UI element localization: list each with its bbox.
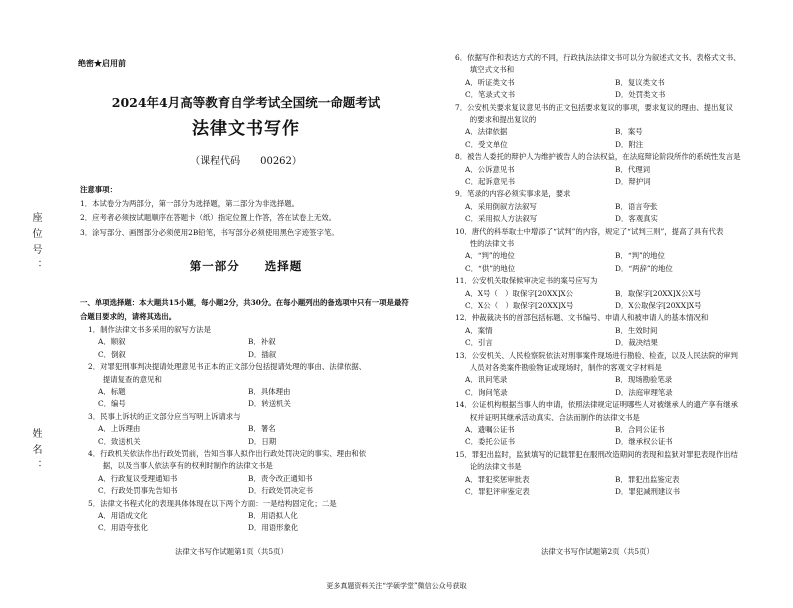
answer-option: D．插叙: [248, 349, 277, 359]
answer-option: A．顺叙: [98, 337, 126, 347]
question-block: [455, 102, 775, 152]
question-block: [88, 361, 408, 411]
option-row: [455, 424, 775, 436]
answer-option: C．起诉意见书: [465, 176, 515, 186]
page-footer-right: 法律文书写作试题第2页（共5页）: [541, 547, 654, 556]
seat-number-label: 座位号：: [30, 212, 41, 276]
question-stem: 论的法律文书是: [455, 462, 522, 472]
question-stem: 13．公安机关、人民检察院依法对刑事案件现场进行勘验、检查，以及人民法院的审判: [455, 350, 738, 360]
notice-item: 1．本试卷分为两部分，第一部分为选择题，第二部分为非选择题。: [80, 199, 300, 209]
answer-option: A．采用倒叙方法叙写: [465, 201, 537, 211]
option-row: [455, 436, 775, 448]
option-row: [455, 387, 775, 399]
option-row: [455, 325, 775, 337]
answer-option: B．生效时间: [615, 325, 658, 335]
answer-option: A．罪犯奖惩审批表: [465, 474, 530, 484]
answer-option: C．引言: [465, 338, 493, 348]
answer-option: B．“判”的地位: [615, 251, 665, 261]
option-row: [88, 485, 408, 497]
question-stem: 11．公安机关取保候审决定书的案号应写为: [455, 276, 598, 286]
answer-option: D．X公取保字[20XX]X号: [615, 300, 702, 310]
confidential-mark: 绝密★启用前: [78, 58, 126, 68]
question-stem: 4．行政机关依法作出行政处罚前，告知当事人拟作出行政处罚决定的事实、理由和依: [88, 448, 367, 458]
answer-option: B．代理词: [615, 164, 650, 174]
question-block: [455, 350, 775, 400]
option-row: [455, 213, 775, 225]
option-row: [88, 436, 408, 448]
exam-title: 2024年4月高等教育自学考试全国统一命题考试: [111, 95, 381, 110]
option-row: [455, 139, 775, 151]
exam-notice: [80, 183, 339, 240]
answer-option: B．案号: [615, 127, 643, 137]
question-stem: 提请复查的意见和: [88, 374, 162, 384]
question-stem: 3．民事上诉状的正文部分应当写明上诉请求与: [88, 411, 241, 421]
option-row: [88, 336, 408, 348]
option-row: [88, 510, 408, 522]
answer-option: C．笔录式文书: [465, 90, 515, 100]
left-question-column: [88, 324, 408, 535]
answer-option: B．复议类文书: [615, 77, 665, 87]
option-row: [455, 126, 775, 138]
option-row: [88, 386, 408, 398]
answer-option: A．标题: [98, 387, 126, 396]
question-stem: 性的法律文书: [455, 238, 515, 248]
question-block: [455, 188, 775, 225]
question-stem: 12．仲裁裁决书的首部包括标题、文书编号、申请人和被申请人的基本情况和: [455, 313, 709, 323]
answer-option: C．委托公证书: [465, 437, 515, 447]
question-stem: 的要求和提出复议的: [455, 115, 537, 124]
question-stem: 7．公安机关要求复议意见书的正文包括要求复议的事项，要求复议的理由、提出复议: [455, 102, 734, 112]
answer-option: C．采用拟人方法叙写: [465, 214, 538, 224]
option-row: [88, 398, 408, 410]
answer-option: B．取保字[20XX]X公X号: [615, 288, 701, 298]
question-stem: 1．制作法律文书多采用的叙写方法是: [88, 325, 211, 334]
answer-option: A．用语成文化: [98, 510, 148, 520]
question-block: [88, 411, 408, 448]
notice-heading: 注意事项：: [80, 185, 117, 194]
page-footer-left: 法律文书写作试题第1页（共5页）: [175, 547, 288, 556]
answer-option: B．具体理由: [248, 387, 291, 396]
question-stem: 5．法律文书程式化的表现具体体现在以下两个方面：一是结构固定化；二是: [88, 498, 337, 508]
option-row: [88, 423, 408, 435]
right-question-column: [455, 52, 775, 498]
answer-option: D．法庭审理笔录: [615, 387, 673, 397]
option-row: [455, 300, 775, 312]
option-row: [455, 250, 775, 262]
course-code: （课程代码 00262）: [190, 156, 302, 167]
answer-option: A．上诉理由: [98, 424, 141, 434]
answer-option: D．转送机关: [248, 399, 291, 409]
question-block: [88, 498, 408, 535]
question-block: [88, 324, 408, 361]
answer-option: A．案情: [465, 325, 493, 335]
answer-option: C．倒叙: [98, 349, 126, 359]
question-block: [455, 151, 775, 188]
answer-option: A．听证类文书: [465, 77, 515, 87]
question-block: [455, 399, 775, 449]
answer-option: C．编号: [98, 399, 126, 409]
option-row: [455, 176, 775, 188]
question-stem: 8．被告人委托的辩护人为维护被告人的合法权益，在法庭辩论阶段所作的系统性发言是: [455, 152, 741, 162]
question-stem: 据，以及当事人依法享有的权利时制作的法律文书是: [88, 461, 273, 471]
answer-option: B．现场勘验笔录: [615, 375, 673, 385]
option-row: [455, 263, 775, 275]
answer-option: A．公诉意见书: [465, 164, 515, 174]
answer-option: B．合同公证书: [615, 424, 665, 434]
question-block: [455, 52, 775, 102]
question-stem: 15．罪犯出监时，监狱填写的记载罪犯在服刑改造期间的表现和监狱对罪犯表现作出结: [455, 449, 738, 459]
option-row: [88, 349, 408, 361]
answer-option: C．行政处罚事先告知书: [98, 486, 178, 496]
answer-option: D．附注: [615, 139, 644, 149]
answer-option: D．裁决结果: [615, 338, 658, 348]
question-stem: 10．唐代的科举取士中增添了“试判”的内容，规定了“试判三则”，提高了具有代表: [455, 226, 724, 236]
question-stem: 填空式文书和: [455, 65, 515, 75]
question-block: [455, 226, 775, 276]
notice-item: 2．应考者必须按试题顺序在答题卡（纸）指定位置上作答，答在试卷上无效。: [80, 213, 336, 223]
subject-title: 法律文书写作: [192, 119, 300, 139]
option-row: [455, 201, 775, 213]
option-row: [455, 288, 775, 300]
section-heading: 一、单项选择题：本大题共15小题，每小题2分，共30分。在每小题列出的备选项中只有一项是最符合题目要求的，请将其选出。: [80, 298, 409, 321]
answer-option: D．“两辞”的地位: [615, 263, 673, 273]
answer-option: C．致送机关: [98, 436, 141, 446]
answer-option: D．继承权公证书: [615, 437, 673, 447]
question-stem: 6．依据写作和表达方式的不同，行政执法法律文书可以分为叙述式文书、表格式文书、: [455, 53, 741, 62]
question-stem: 人员对各类案件勘验物证或现场时，制作的客观文字材料是: [455, 362, 662, 372]
answer-option: D．处罚类文书: [615, 90, 666, 100]
answer-option: A．X号（ ）取保字[20XX]X公: [465, 288, 574, 298]
answer-option: B．责令改正通知书: [248, 473, 313, 483]
question-stem: 14．公证机构根据当事人的申请，依照法律规定证明哪些人对被继承人的遗产享有继承: [455, 400, 738, 410]
question-stem: 9．笔录的内容必须实事求是，要求: [455, 189, 571, 199]
answer-option: C．询问笔录: [465, 387, 508, 397]
answer-option: B．用语拟人化: [248, 510, 298, 520]
part-one-title: 第一部分 选择题: [189, 259, 303, 273]
question-stem: 权并证明其继承活动真实、合法而制作的法律文书是: [455, 412, 640, 422]
option-row: [455, 374, 775, 386]
option-row: [455, 474, 775, 486]
option-row: [88, 522, 408, 534]
option-row: [455, 337, 775, 349]
answer-option: A．遗嘱公证书: [465, 424, 515, 434]
answer-option: C．用语夸张化: [98, 523, 148, 533]
answer-option: D．行政处罚决定书: [248, 486, 314, 496]
answer-option: C．罪犯评审鉴定表: [465, 486, 530, 496]
answer-option: B．罪犯出监鉴定表: [615, 474, 680, 484]
answer-option: A．“判”的地位: [465, 251, 515, 261]
answer-option: D．罪犯减刑建议书: [615, 486, 681, 496]
answer-option: A．法律依据: [465, 127, 508, 137]
answer-option: B．署名: [248, 424, 276, 434]
option-row: [455, 89, 775, 101]
answer-option: A．行政复议受理通知书: [98, 473, 178, 483]
answer-option: C．受文单位: [465, 139, 508, 149]
answer-option: A．讯问笔录: [465, 375, 508, 385]
question-block: [455, 449, 775, 499]
option-row: [455, 77, 775, 89]
answer-option: B．补叙: [248, 337, 276, 347]
answer-option: B．语言夸张: [615, 201, 658, 211]
answer-option: D．辩护词: [615, 176, 651, 186]
answer-option: D．用语形象化: [248, 523, 299, 533]
answer-option: C．“供”的地位: [465, 263, 516, 273]
answer-option: D．客观真实: [615, 214, 658, 224]
name-label: 姓名：: [30, 428, 41, 476]
option-row: [88, 473, 408, 485]
question-block: [88, 448, 408, 498]
option-row: [455, 486, 775, 498]
question-block: [455, 275, 775, 312]
bottom-note: 更多真题资料关注“学硕学堂”微信公众号获取: [326, 582, 467, 590]
option-row: [455, 164, 775, 176]
answer-option: C．X公（ ）取保字[20XX]X号: [465, 300, 574, 310]
question-stem: 2．对罪犯刑事判决提请处理意见书正本的正文部分包括提请处理的事由、法律依据、: [88, 362, 367, 372]
question-block: [455, 312, 775, 349]
notice-item: 3．涂写部分、画图部分必须使用2B铅笔，书写部分必须使用黑色字迹签字笔。: [80, 227, 339, 237]
answer-option: D．日期: [248, 436, 277, 446]
